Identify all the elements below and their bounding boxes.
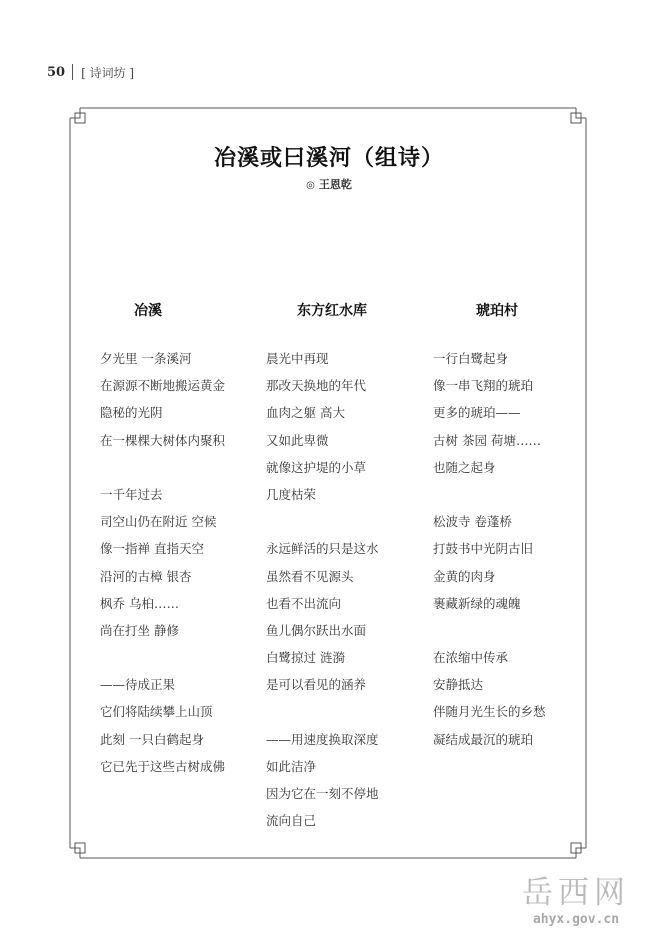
poem-line: 隐秘的光阴: [100, 405, 163, 421]
poem-line: 金黄的肉身: [433, 568, 496, 584]
poem-line: 也看不出流向: [266, 595, 342, 611]
section-label: [ 诗词坊 ]: [81, 65, 135, 80]
poem-line: 裹藏新绿的魂魄: [433, 595, 521, 611]
page-number: 50: [47, 64, 66, 80]
poem-line: 在浓缩中传承: [433, 650, 509, 666]
page-header: [47, 63, 134, 81]
poem-line: 一行白鹭起身: [433, 351, 509, 366]
stanza-break: [100, 651, 225, 678]
poem-line: 流向自己: [266, 813, 317, 829]
poem-line: 虽然看不见源头: [266, 568, 354, 584]
poem-line: 此刻 一只白鹤起身: [100, 731, 204, 747]
poem-line: 司空山仍在附近 空候: [100, 514, 217, 530]
poem-line: 鱼儿偶尔跃出水面: [266, 622, 367, 638]
stanza-break: [433, 488, 546, 515]
poem-line: 在源源不断地搬运黄金: [100, 378, 226, 394]
poem-set-title: 冶溪或曰溪河（组诗）: [213, 146, 444, 171]
watermark-logo: 岳西网: [522, 875, 630, 911]
watermark-url: ahyx.gov.cn: [532, 912, 620, 927]
poem-line: 是可以看见的涵养: [266, 677, 367, 693]
poem-line: 松波寺 卷蓬桥: [433, 514, 512, 530]
poem-line: 枫乔 乌桕……: [100, 595, 179, 611]
poem-line: 凝结成最沉的琥珀: [433, 731, 534, 747]
poem-line: 它已先于这些古树成佛: [100, 758, 226, 774]
poem-line: ——用速度换取深度: [266, 731, 379, 747]
poem-line: 更多的琥珀——: [433, 405, 521, 421]
stanza-break: [433, 624, 546, 651]
poem-line: 古树 茶园 荷塘……: [433, 432, 541, 448]
poem-line: 夕光里 一条溪河: [100, 351, 192, 366]
poem-title: 东方红水库: [297, 303, 367, 319]
poem-lines: [100, 352, 225, 787]
site-watermark: [506, 876, 646, 927]
author-name: 王恩乾: [318, 178, 352, 191]
poem-lines: [266, 352, 379, 841]
poem-line: 伴随月光生长的乡愁: [433, 704, 546, 720]
poem-line: 如此洁净: [266, 758, 317, 774]
poem-line: 尚在打坐 静修: [100, 622, 179, 638]
poem-line: 它们将陆续攀上山顶: [100, 704, 213, 720]
poem-line: 打鼓书中光阴古旧: [433, 541, 534, 557]
poem-lines: [433, 352, 546, 760]
poem-line: 血肉之躯 高大: [266, 405, 345, 421]
stanza-break: [266, 705, 379, 732]
author-byline: [0, 176, 658, 192]
poem-line: 几度枯荣: [266, 486, 317, 502]
poem-line: 像一指禅 直指天空: [100, 541, 204, 557]
poem-line: 一千年过去: [100, 486, 163, 502]
poem-line: 也随之起身: [433, 459, 496, 475]
poem-line: ——待成正果: [100, 677, 176, 693]
poem-line: 就像这护堤的小草: [266, 459, 367, 475]
poem-title: 冶溪: [134, 303, 162, 319]
poem-title: 琥珀村: [476, 303, 518, 319]
header-divider: [72, 64, 73, 80]
poem-line: 晨光中再现: [266, 351, 329, 366]
poem-line: 沿河的古樟 银杏: [100, 568, 192, 584]
poem-line: 安静抵达: [433, 677, 484, 693]
poem-line: 又如此卑微: [266, 432, 329, 448]
author-marker: ◎: [306, 180, 315, 191]
stanza-break: [266, 515, 379, 542]
stanza-break: [100, 461, 225, 488]
poem-line: 白鹭掠过 涟漪: [266, 650, 345, 666]
poem-line: 在一棵棵大树体内聚积: [100, 432, 226, 448]
poem-line: 像一串飞翔的琥珀: [433, 378, 534, 394]
poem-line: 因为它在一刻不停地: [266, 786, 379, 801]
poem-line: 那改天换地的年代: [266, 378, 367, 394]
poem-line: 永远鲜活的只是这水: [266, 541, 379, 557]
